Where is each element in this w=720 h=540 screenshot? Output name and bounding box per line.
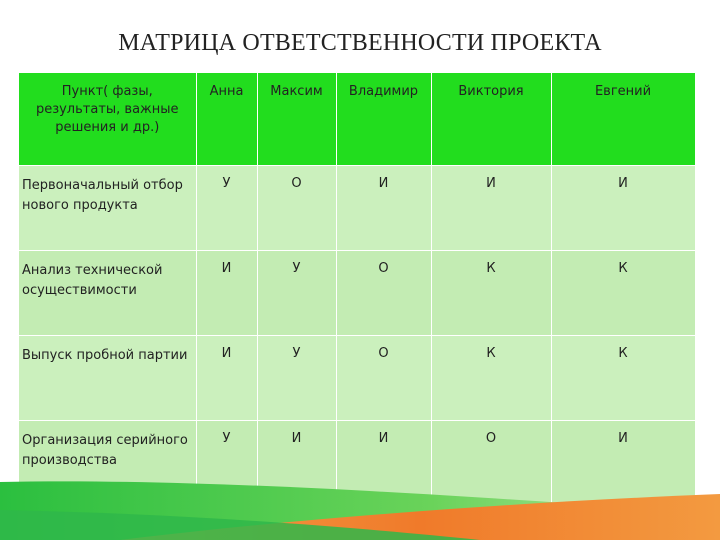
responsibility-cell: И	[257, 421, 336, 504]
responsibility-cell: И	[196, 251, 257, 336]
responsibility-cell: У	[196, 166, 257, 251]
header-person-evgeniy: Евгений	[551, 73, 695, 166]
table-row	[19, 336, 695, 421]
row-label: Первоначальный отбор нового продукта	[19, 166, 196, 251]
responsibility-cell: И	[336, 166, 431, 251]
responsibility-cell: У	[257, 251, 336, 336]
responsibility-cell: У	[196, 421, 257, 504]
table-row	[19, 251, 695, 336]
responsibility-cell: К	[551, 336, 695, 421]
responsibility-cell: О	[257, 166, 336, 251]
header-person-maksim: Максим	[257, 73, 336, 166]
decorative-wave-graphic	[0, 470, 720, 540]
responsibility-cell: И	[431, 166, 551, 251]
responsibility-cell: К	[431, 336, 551, 421]
responsibility-cell: О	[336, 251, 431, 336]
responsibility-cell: И	[336, 421, 431, 504]
table-row	[19, 166, 695, 251]
responsibility-cell: К	[431, 251, 551, 336]
header-item-column: Пункт( фазы, результаты, важные решения и др.)	[19, 73, 196, 166]
row-label: Анализ технической осуществимости	[19, 251, 196, 336]
responsibility-cell: О	[336, 336, 431, 421]
header-person-viktoriya: Виктория	[431, 73, 551, 166]
responsibility-cell: И	[551, 166, 695, 251]
responsibility-cell: И	[196, 336, 257, 421]
slide-title: МАТРИЦА ОТВЕТСТВЕННОСТИ ПРОЕКТА	[118, 30, 602, 56]
responsibility-cell: К	[551, 251, 695, 336]
responsibility-cell: У	[257, 336, 336, 421]
row-label: Выпуск пробной партии	[19, 336, 196, 421]
table-header-row	[19, 73, 695, 166]
responsibility-matrix-table	[19, 73, 696, 504]
header-person-vladimir: Владимир	[336, 73, 431, 166]
responsibility-cell: И	[551, 421, 695, 504]
row-label: Организация серийного производства	[19, 421, 196, 504]
decorative-bottom-band	[0, 470, 720, 540]
header-person-anna: Анна	[196, 73, 257, 166]
responsibility-cell: О	[431, 421, 551, 504]
